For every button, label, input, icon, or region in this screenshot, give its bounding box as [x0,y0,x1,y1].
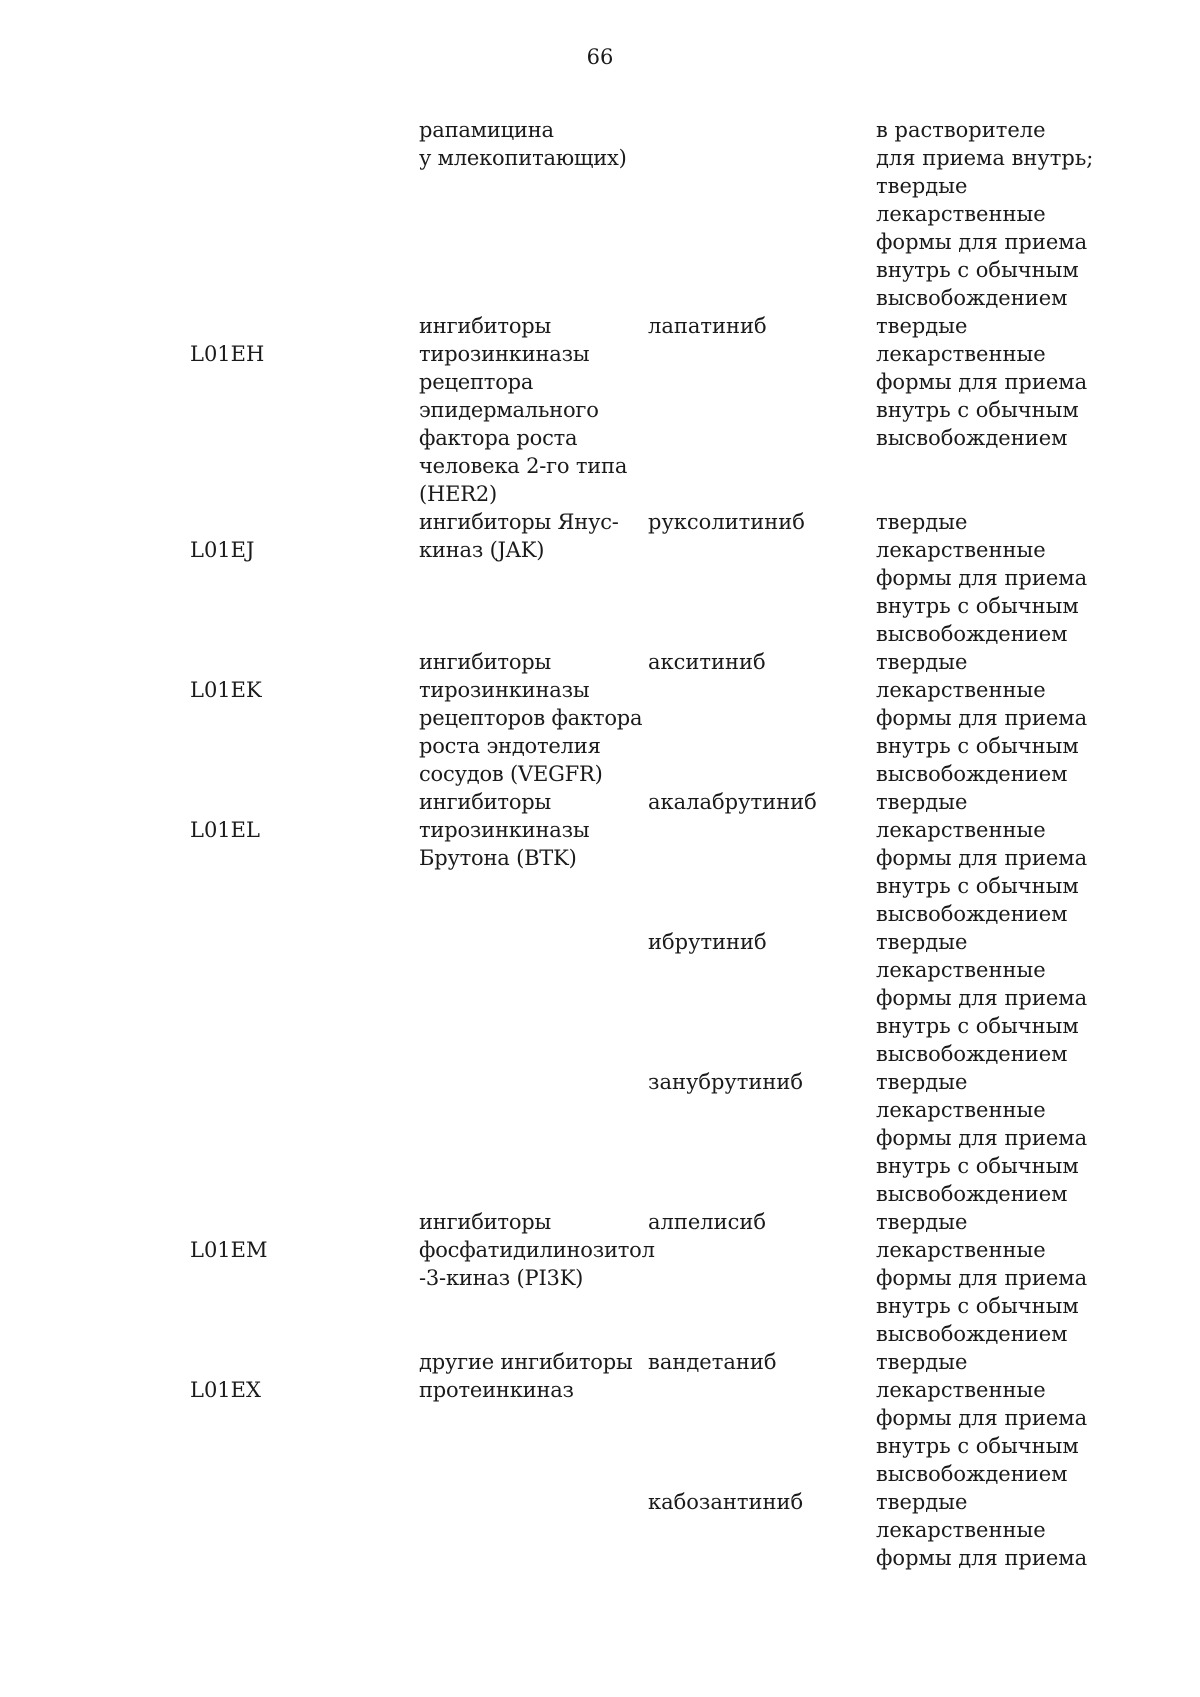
table-row [0,648,1200,788]
table-row [0,928,1200,1068]
page-number: 66 [586,45,614,69]
drug-name: кабозантиниб [648,1490,804,1514]
dosage-form: твердые лекарственные формы для приема [876,1490,1088,1570]
drug-name: алпелисиб [648,1210,767,1234]
dosage-form: твердые лекарственные формы для приема внутрь с обычным высвобождением [876,930,1088,1066]
atc-code: L01EH [190,342,265,366]
drug-table [0,116,1200,1572]
dosage-form: твердые лекарственные формы для приема внутрь с обычным высвобождением [876,1070,1088,1206]
dosage-form: твердые лекарственные формы для приема внутрь с обычным высвобождением [876,314,1088,450]
table-row [0,1488,1200,1572]
drug-group: ингибиторы Янус- киназ (JAK) [419,510,619,562]
drug-name: акситиниб [648,650,766,674]
atc-code: L01EK [190,678,262,702]
drug-name: ибрутиниб [648,930,767,954]
atc-code: L01EX [190,1378,261,1402]
dosage-form: в растворителе для приема внутрь; твердые лекарственные формы для приема внутрь с обычным высвобождением [876,118,1094,310]
table-row [0,1068,1200,1208]
dosage-form: твердые лекарственные формы для приема внутрь с обычным высвобождением [876,790,1088,926]
table-row [0,1348,1200,1488]
table-row [0,1208,1200,1348]
drug-group: ингибиторы тирозинкиназы рецепторов фактора роста эндотелия сосудов (VEGFR) [419,650,643,786]
drug-group: рапамицина у млекопитающих) [419,118,627,170]
drug-name: вандетаниб [648,1350,777,1374]
table-row [0,312,1200,508]
drug-group: ингибиторы тирозинкиназы рецептора эпидермального фактора роста человека 2-го типа (HER2) [419,314,628,506]
dosage-form: твердые лекарственные формы для приема внутрь с обычным высвобождением [876,650,1088,786]
dosage-form: твердые лекарственные формы для приема внутрь с обычным высвобождением [876,1350,1088,1486]
drug-name: руксолитиниб [648,510,805,534]
table-row [0,116,1200,312]
table-row [0,788,1200,928]
drug-name: занубрутиниб [648,1070,804,1094]
drug-group: ингибиторы тирозинкиназы Брутона (BTK) [419,790,590,870]
drug-name: лапатиниб [648,314,767,338]
drug-name: акалабрутиниб [648,790,817,814]
drug-group: другие ингибиторы протеинкиназ [419,1350,633,1402]
table-row [0,508,1200,648]
atc-code: L01EJ [190,538,255,562]
atc-code: L01EM [190,1238,268,1262]
dosage-form: твердые лекарственные формы для приема внутрь с обычным высвобождением [876,1210,1088,1346]
dosage-form: твердые лекарственные формы для приема внутрь с обычным высвобождением [876,510,1088,646]
drug-group: ингибиторы фосфатидилинозитол -3-киназ (PI3K) [419,1210,655,1290]
atc-code: L01EL [190,818,260,842]
